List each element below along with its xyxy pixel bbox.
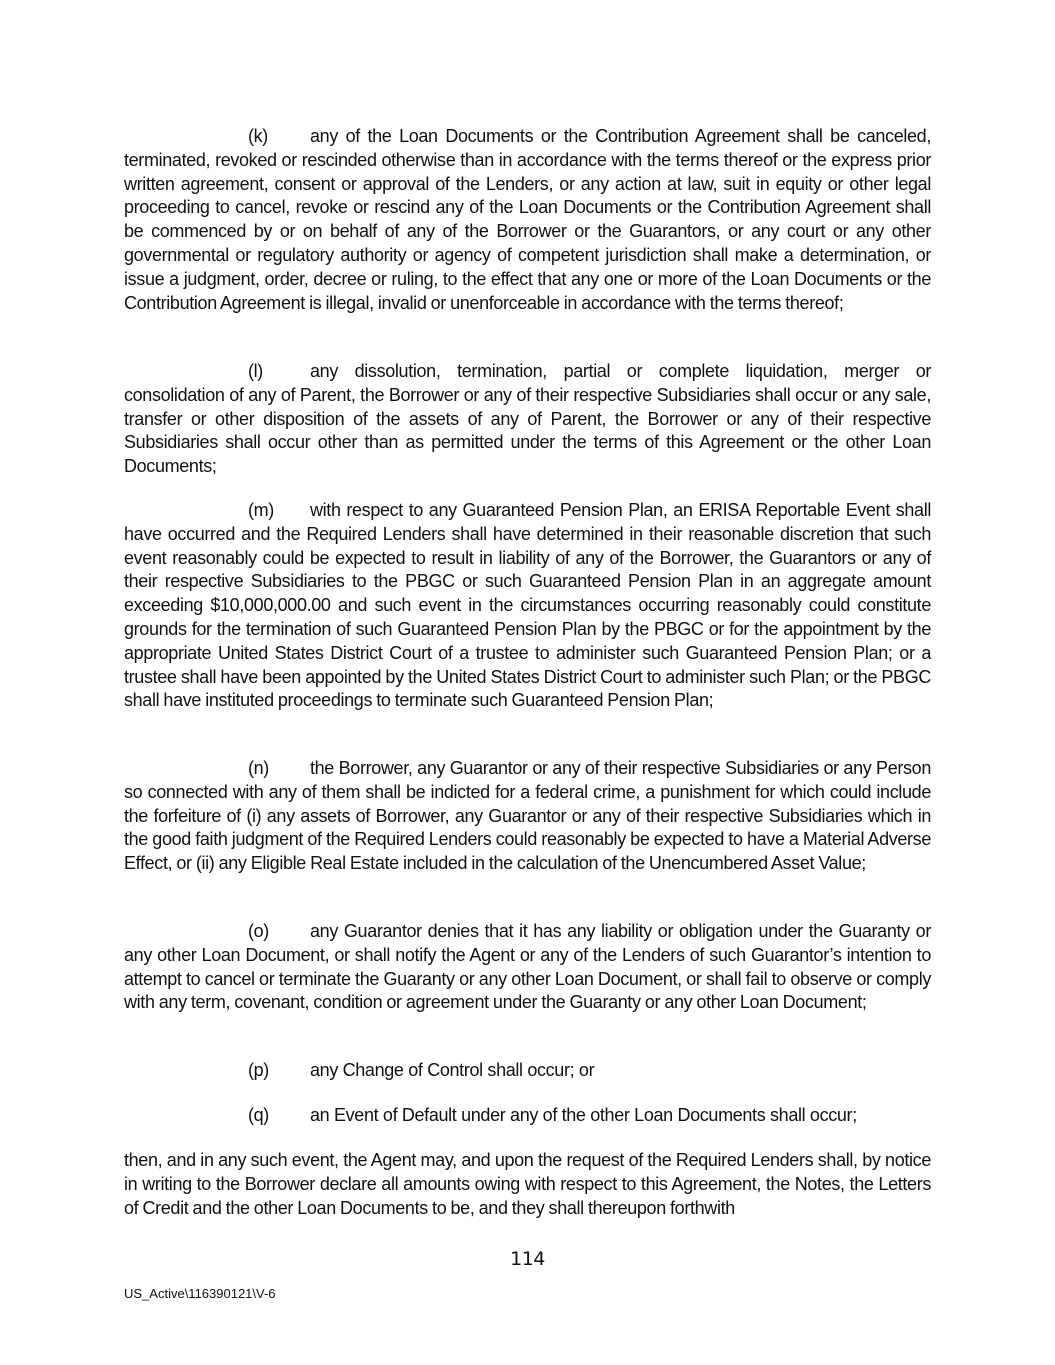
closing-text: then, and in any such event, the Agent may, and upon the request of the Required Lenders shall, by notice in writing to the Borrower declare all amounts owing with respect to this Agreement, the Notes, the Letters of Credit and the other Loan Documents to be, and they shall thereupon forthwith bbox=[124, 1150, 931, 1218]
clause-label: (q) bbox=[248, 1105, 269, 1125]
clause-text: any Guarantor denies that it has any liability or obligation under the Guaranty or any other Loan Document, or shall notify the Agent or any of the Lenders of such Guarantor’s intention to attempt to cancel or terminate the Guaranty or any other Loan Document, or shall fail to observe or comply with any term, covenant, condition or agreement under the Guaranty or any other Loan Document; bbox=[124, 921, 931, 1013]
clause-k bbox=[124, 125, 931, 315]
clause-label: (p) bbox=[248, 1060, 269, 1080]
clause-text: the Borrower, any Guarantor or any of their respective Subsidiaries or any Person so connected with any of them shall be indicted for a federal crime, a punishment for which could include the forfeiture of (i) any assets of Borrower, any Guarantor or any of their respective Subsidiaries which in the good faith judgment of the Required Lenders could reasonably be expected to have a Material Adverse Effect, or (ii) any Eligible Real Estate included in the calculation of the Unencumbered Asset Value; bbox=[124, 758, 931, 874]
clause-l bbox=[124, 360, 931, 479]
clause-o bbox=[124, 920, 931, 1015]
clause-text: any of the Loan Documents or the Contribution Agreement shall be canceled, terminated, revoked or rescinded otherwise than in accordance with the terms thereof or the express prior written agreement, consent or approval of the Lenders, or any action at law, suit in equity or other legal proceeding to cancel, revoke or rescind any of the Loan Documents or the Contribution Agreement shall be commenced by or on behalf of any of the Borrower or the Guarantors, or any court or any other governmental or regulatory authority or agency of competent jurisdiction shall make a determination, or issue a judgment, order, decree or ruling, to the effect that any one or more of the Loan Documents or the Contribution Agreement is illegal, invalid or unenforceable in accordance with the terms thereof; bbox=[124, 126, 931, 313]
clause-n bbox=[124, 757, 931, 876]
clause-m bbox=[124, 499, 931, 713]
clause-p bbox=[248, 1060, 594, 1081]
clause-text: any dissolution, termination, partial or complete liquidation, merger or consolidation of any of Parent, the Borrower or any of their respective Subsidiaries shall occur or any sale, transfer or other disposition of the assets of any of Parent, the Borrower or any of their respective Subsidiaries shall occur other than as permitted under the terms of this Agreement or the other Loan Documents; bbox=[124, 361, 931, 477]
closing-paragraph bbox=[124, 1149, 931, 1220]
clause-label: (n) bbox=[248, 758, 269, 778]
clause-text: with respect to any Guaranteed Pension Plan, an ERISA Reportable Event shall have occurred and the Required Lenders shall have determined in their reasonable discretion that such event reasonably could be expected to result in liability of any of the Borrower, the Guarantors or any of their respective Subsidiaries to the PBGC or such Guaranteed Pension Plan in an aggregate amount exceeding $10,000,000.00 and such event in the circumstances occurring reasonably could constitute grounds for the termination of such Guaranteed Pension Plan by the PBGC or for the appointment by the appropriate United States District Court of a trustee to administer such Guaranteed Pension Plan; or a trustee shall have been appointed by the United States District Court to administer such Plan; or the PBGC shall have instituted proceedings to terminate such Guaranteed Pension Plan; bbox=[124, 500, 931, 711]
document-footer-id: US_Active\116390121\V-6 bbox=[124, 1286, 276, 1301]
clause-label: (m) bbox=[248, 500, 274, 520]
clause-label: (o) bbox=[248, 921, 269, 941]
clause-text: any Change of Control shall occur; or bbox=[310, 1060, 595, 1080]
clause-q bbox=[248, 1105, 857, 1126]
clause-text: an Event of Default under any of the other Loan Documents shall occur; bbox=[310, 1105, 857, 1125]
clause-label: (k) bbox=[248, 126, 268, 146]
clause-label: (l) bbox=[248, 361, 263, 381]
page-number: 114 bbox=[510, 1248, 545, 1270]
